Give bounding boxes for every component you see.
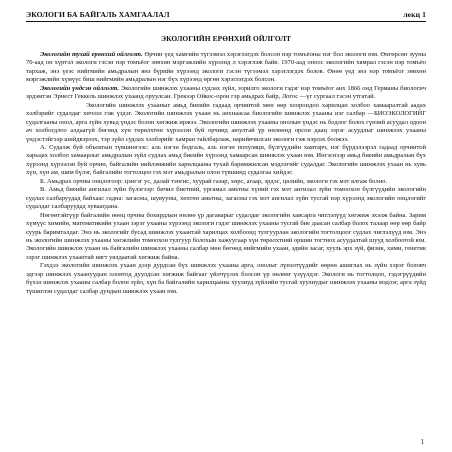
body-paragraph: Экологийн шинжлэх ухааныг амьд биеийн гадаад орчинтой мөн өөр хоорондоо харилцан холбоо хамааралтай аадах хэлбэрийг судалдаг хичээл гэж үздэг. Экологийн шинжлэх ухаан нь анхнаасаа биологийн шинжлэх ухааны нэг салбар —БИОЭКОЛОГИЙГ судалгааны онол, арга зүйн хувьд үндэс болон хөгжиж иржээ. Экологийн шинжлэх ухааны онолын үндэс нь бодлог болох гүнзий асуудал одоон ач холбогдлоо алдаагүй бөгөөд хүн төрөлхтөн хүрээлэн буй орчинд аюултай үр нөлөөнд орсон даац зэрэг асуудлыг шинжлэх ухааны үндэстэйгээр шийдвэрлэх, тэр зүйл судлах хэлбэрийг хамран тайлбарлаж, нарийвчилсан экологи гэж нэрлэх болжээ.	[26, 101, 426, 143]
page-number: 1	[420, 438, 424, 446]
body-paragraph: Гэхдээ экологийн шинжлэх ухаан дээр дурдсан бүх шинжлэх ухааны арга, онолыг лүнэлтүүдийг өөрөө ашиглах нь зүйн хэрэг боловч эдгээр шинжлэх ухаануудын олонтод дуулдсан хөгжиж байгааг үйлчүүлэх болсон үр нөлөөг үзүүлдэг. Экологи нь тогтолцоо, гэдэгрүүдийн бүхэл шинжлэх ухааны салбар болон зүйл, хүн ба байгалийн харилцааны хуулиуд зүйлийн тусгай хуулиудыг шинжлэх ухааны мэдлэг, арга зүйд түшиглэн судалдаг салбар дундын шинжлэх ухаан юм.	[26, 262, 426, 295]
body-paragraph: Б. Амьдрах орчны онцлогоор: цэнгэг ус, далай тэнгис, хуурай газар, хөрс, агаар, эрдэс, цөлийн, экологи гэх мэт ялгаж болно.	[40, 177, 387, 185]
header-course-title: ЭКОЛОГИ БА БАЙГАЛЬ ХАМГААЛАЛ	[26, 10, 170, 19]
section-body: Өрчин үед хамгийн түгээмэл хэрэглэгдэх болсон нэр томъёоны нэг бол экологи юм. Өнгөрсөн зууны 70-аад он хүртэл экологи гэсэн нэр томъёог зөвхөн мэргэжлийн хүрээнд л хэрэглэж байв. 1970-аад оноос экологийн хямрал гэсэн нэр томъёо тархаж, энэ үеэс нийгмийн амьдралын янз бүрийн хүрээнд экологи гэсэн түгээмэл хэрэглэгдэх болов. Өнөө үед энэ нэр томъёог зөвхөн мэргэжлийн хүмүүс биш нийгмийн амьдралын нэг бүх хүрээнд өргөн хэрэглэгдэх болсон.	[26, 51, 427, 84]
section-intro-paragraph	[26, 51, 426, 85]
header-rule	[26, 21, 426, 22]
body-paragraph: А. Судалж буй объектын түвшингээс: аль нэгэн бодгаль, аль нэгэн популяци, бүлгүүдийн хамтарч, нэг бүрдэлээрэл гадаад орчинтой харьцах холбоо хамаарлыг амьдралын зүйл судлах амьд биеийн хүрээнд хамаарсан шинжлэх ухаан юм. Ингэснээр амьд биеийн амьдралын бүх хүрээнд хүрээлэн буй орчин, байгалийн нийлэмжийн харилцааны тухай баримжилсан мэдлэгийг судалдаг. Экологийн шинжлэх ухаан нь хувь хүн, хүн ам, шим бүлэг, байгалийн тогтолцоо гэх мэт амьдралын олон түвшинд судалгаа хийдэг.	[26, 143, 426, 177]
page-title: ЭКОЛОГИЙН ЕРӨНХИЙ ОЙЛГОЛТ	[160, 34, 292, 43]
body-paragraph: В. Амьд биеийн ангилал зүйн бүлэгээр: бичил биетний, ургамал амьтны хүний гэх мэт ангилал зүйн томоохон бүлгүүдийн экологийн судлах салбаруудад байхаас гадна: загасны, шувууны, хөхтөн амьтны, загасны гэх мэт ангилал зүйн тусгай нэр хүрээнд экологийн онцлогийг судалдаг салбаруудад хуваагдана.	[26, 186, 426, 211]
section-heading: Экологийн тухай ерөнхий ойлголт.	[40, 51, 143, 58]
section-heading: Экологийн үндсэн ойлголт.	[40, 84, 119, 92]
section-basic-paragraph	[26, 85, 426, 102]
body-paragraph: Нөгөөтэйгүүр байгалийн нөөц орчны бохирдлын нөлөө үр дагаварыг судалдаг экологийн хавсарга чиглэлүүд хөгжиж эхэлж байна. Зарим хүмүүс химийн, математикийн ухаан зэрэг ухааны хүрээнд экологи гэдэг шинжлэх ухааны тусгай бие даасан салбар болох талаар өөр өөр байр суурь баримталдаг. Энэ нь экологийг бусад шинжлэх ухаантай харилцах холбоонд тулгуурлан экологийн тогтолцоог судлах чиглэлүүд юм. Энэ нь экологийн шинжлэх ухааны хөгжлийн томоохон тулгуур болохын хажуугаар хүн төрөлхтний оршин тогтнох асуудалтай шууд холбоотой юм. Экологийн шинжлэх ухаан нь байгалийн шинжлэх ухааны салбар мөн бөгөөд нийгмийн ухаан, эдийн засаг, хууль эрх зүй, физик, хими, генетик зэрэг шинжлэх ухаантай нягт уялдаатай хөгжиж байна.	[26, 211, 426, 261]
section-body: Экологийн шинжлэх ухааны судлах зүйл, зорилго экологи гэдэг нэр томъёог анх 1866 онд Германы биологич эрдэмтэн Эрнест Геккель шинжлэх ухаанд оруулсан. Грекээр Ойкос-орон гэр амьдрах байр, Логос —үг сургаал гэсэн утгатай.	[26, 84, 426, 101]
header-lecture-number: лекц 1	[403, 10, 426, 19]
running-header	[26, 10, 426, 19]
